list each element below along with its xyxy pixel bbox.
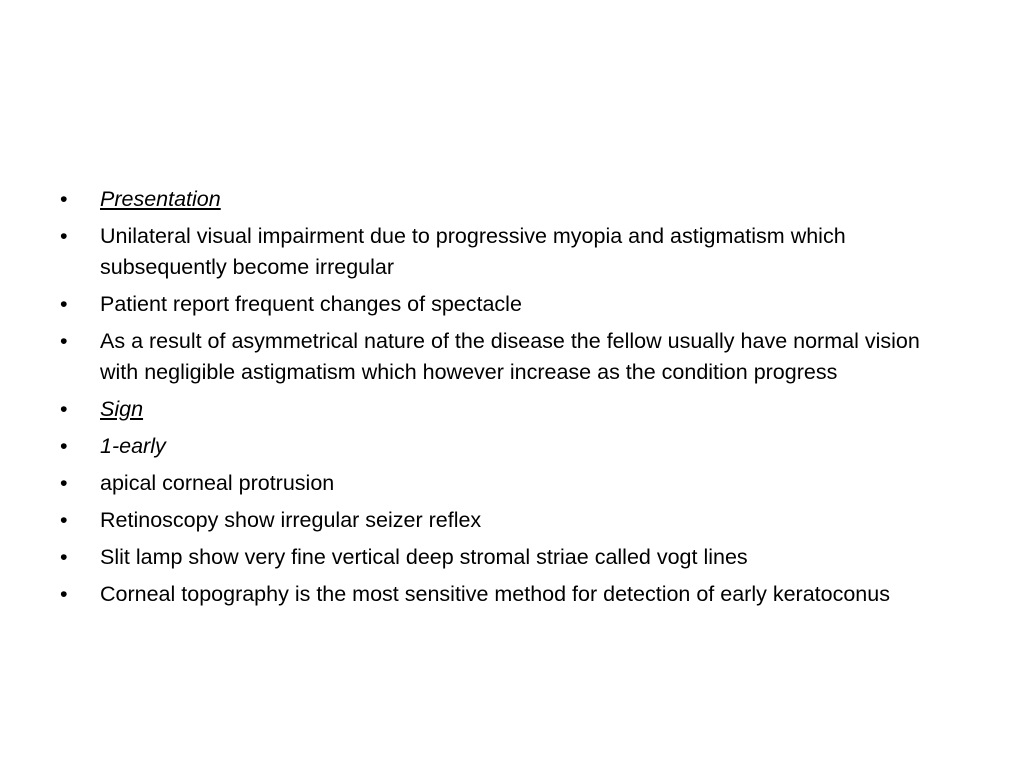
bullet-item — [60, 542, 960, 573]
bullet-text: Patient report frequent changes of spectacle — [100, 292, 522, 316]
bullet-item — [60, 468, 960, 499]
section-heading-sign: Sign — [100, 397, 144, 421]
bullet-text: As a result of asymmetrical nature of the disease the fellow usually have normal vision with negligible astigmatism which however increase as the condition progress — [100, 329, 920, 384]
bullet-item — [60, 289, 960, 320]
bullet-text: Corneal topography is the most sensitive method for detection of early keratoconus — [100, 582, 890, 606]
bullet-item — [60, 579, 960, 610]
bullet-text: Unilateral visual impairment due to progressive myopia and astigmatism which subsequently become irregular — [100, 224, 846, 279]
bullet-icon: • — [60, 397, 68, 421]
bullet-icon: • — [60, 508, 68, 532]
bullet-list — [60, 184, 960, 616]
bullet-item-subheading — [60, 431, 960, 462]
bullet-item — [60, 221, 960, 283]
bullet-item — [60, 505, 960, 536]
bullet-icon: • — [60, 545, 68, 569]
bullet-icon: • — [60, 471, 68, 495]
section-heading-presentation: Presentation — [100, 187, 221, 211]
bullet-text: Slit lamp show very fine vertical deep stromal striae called vogt lines — [100, 545, 748, 569]
bullet-text: apical corneal protrusion — [100, 471, 335, 495]
bullet-item — [60, 326, 960, 388]
subheading-early: 1-early — [100, 434, 166, 458]
bullet-icon: • — [60, 434, 68, 458]
bullet-icon: • — [60, 582, 68, 606]
bullet-icon: • — [60, 329, 68, 353]
bullet-icon: • — [60, 187, 68, 211]
bullet-text: Retinoscopy show irregular seizer reflex — [100, 508, 482, 532]
bullet-item-sign-heading — [60, 394, 960, 425]
bullet-item-presentation-heading — [60, 184, 960, 215]
bullet-icon: • — [60, 224, 68, 248]
bullet-icon: • — [60, 292, 68, 316]
